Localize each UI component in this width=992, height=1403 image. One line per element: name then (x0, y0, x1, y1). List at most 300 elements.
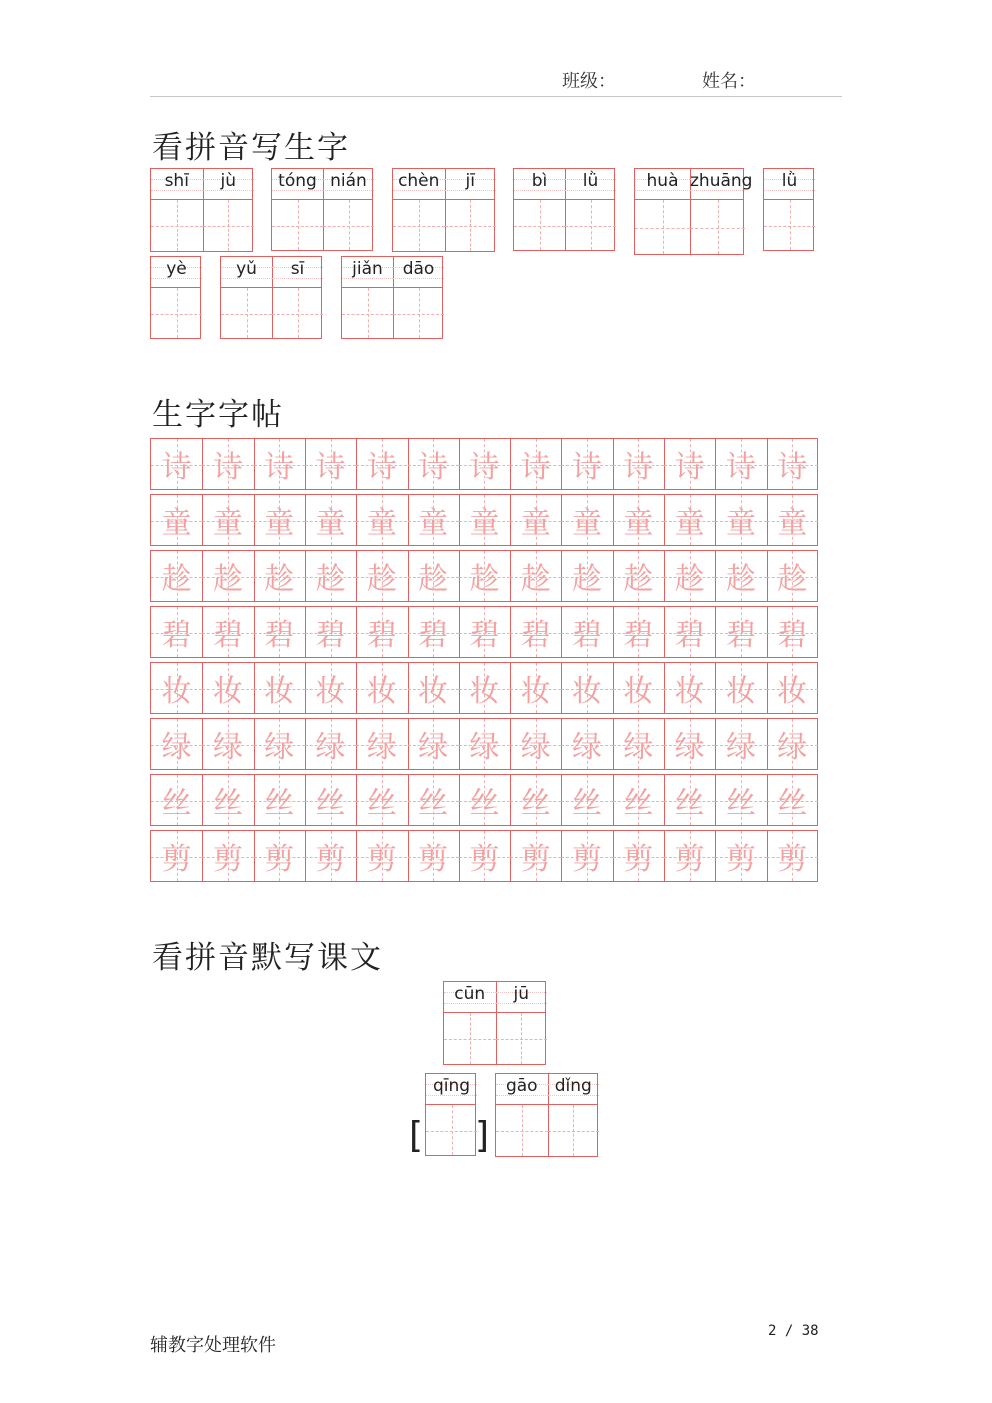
dictation-bracket-word-char-row[interactable] (425, 1104, 476, 1156)
copybook-cell[interactable] (767, 663, 818, 713)
writing-cell[interactable] (764, 200, 815, 250)
copybook-cell[interactable] (459, 775, 510, 825)
word-2-char-row[interactable] (271, 199, 373, 251)
trace-character: 童 (418, 506, 449, 542)
copybook-cell[interactable] (715, 719, 766, 769)
trace-character: 妆 (674, 674, 705, 710)
writing-cell[interactable] (393, 288, 444, 338)
pinyin-cell (272, 257, 323, 287)
copybook-cell[interactable] (664, 439, 715, 489)
trace-character: 丝 (315, 786, 346, 822)
trace-character: 趁 (366, 562, 397, 598)
copybook-cell[interactable] (561, 775, 612, 825)
word-4-char-row[interactable] (513, 199, 615, 251)
trace-character: 诗 (777, 450, 808, 486)
copybook-cell[interactable] (408, 607, 459, 657)
trace-character: 趁 (623, 562, 654, 598)
copybook-cell[interactable] (510, 663, 561, 713)
copybook-cell[interactable] (254, 551, 305, 601)
word-5-pinyin-row (634, 168, 753, 199)
copybook-cell[interactable] (664, 663, 715, 713)
trace-character: 妆 (418, 674, 449, 710)
trace-character: 丝 (469, 786, 500, 822)
copybook-cell[interactable] (459, 495, 510, 545)
trace-character: 剪 (264, 842, 295, 878)
trace-character: 丝 (520, 786, 551, 822)
trace-character: 丝 (674, 786, 705, 822)
trace-character: 绿 (572, 730, 603, 766)
writing-cell[interactable] (221, 288, 272, 338)
copybook-cell[interactable] (715, 439, 766, 489)
word-3-pinyin-row (392, 168, 495, 199)
trace-character: 妆 (725, 674, 756, 710)
trace-character: 剪 (469, 842, 500, 878)
copybook-cell[interactable] (715, 831, 766, 881)
trace-character: 诗 (520, 450, 551, 486)
trace-character: 趁 (725, 562, 756, 598)
writing-cell[interactable] (151, 200, 203, 251)
trace-character: 诗 (674, 450, 705, 486)
trace-character: 童 (161, 506, 192, 542)
copybook-cell[interactable] (767, 551, 818, 601)
trace-character: 妆 (572, 674, 603, 710)
trace-character: 诗 (725, 450, 756, 486)
copybook-cell[interactable] (715, 607, 766, 657)
copybook-cell[interactable] (510, 551, 561, 601)
copybook-cell[interactable] (561, 719, 612, 769)
section-title-copybook: 生字字帖 (152, 397, 284, 433)
copybook-cell[interactable] (356, 495, 407, 545)
trace-character: 剪 (418, 842, 449, 878)
pinyin-text: huà (646, 171, 679, 191)
writing-cell[interactable] (514, 200, 565, 250)
copybook-cell[interactable] (305, 719, 356, 769)
writing-cell[interactable] (323, 200, 374, 250)
trace-character: 碧 (520, 618, 551, 654)
pinyin-cell (272, 169, 323, 199)
pinyin-cell (635, 169, 690, 199)
copybook-cell[interactable] (561, 831, 612, 881)
copybook-cell[interactable] (613, 663, 664, 713)
writing-cell[interactable] (342, 288, 393, 338)
copybook-cell[interactable] (202, 607, 253, 657)
copybook-cell[interactable] (715, 495, 766, 545)
pinyin-text: lǜ (582, 171, 599, 191)
word-6-pinyin-row (763, 168, 814, 199)
word-2-pinyin-row (271, 168, 373, 199)
pinyin-cell (221, 257, 272, 287)
copybook-cell[interactable] (305, 831, 356, 881)
trace-character: 绿 (315, 730, 346, 766)
trace-character: 绿 (366, 730, 397, 766)
trace-character: 趁 (315, 562, 346, 598)
pinyin-cell (203, 169, 255, 199)
copybook-cell[interactable] (408, 831, 459, 881)
writing-cell[interactable] (565, 200, 616, 250)
copybook-cell[interactable] (613, 719, 664, 769)
copybook-cell[interactable] (664, 831, 715, 881)
trace-character: 碧 (623, 618, 654, 654)
trace-character: 丝 (366, 786, 397, 822)
trace-character: 诗 (418, 450, 449, 486)
writing-cell[interactable] (548, 1105, 600, 1156)
writing-cell[interactable] (444, 1013, 496, 1064)
trace-character: 诗 (572, 450, 603, 486)
trace-character: 碧 (366, 618, 397, 654)
writing-cell[interactable] (445, 200, 497, 251)
copybook-cell[interactable] (356, 439, 407, 489)
copybook-cell[interactable] (151, 495, 202, 545)
writing-cell[interactable] (690, 200, 745, 254)
copybook-cell[interactable] (561, 551, 612, 601)
trace-character: 剪 (623, 842, 654, 878)
copybook-cell[interactable] (202, 663, 253, 713)
trace-character: 诗 (366, 450, 397, 486)
copybook-cell[interactable] (561, 607, 612, 657)
trace-character: 妆 (212, 674, 243, 710)
copybook-cell[interactable] (613, 775, 664, 825)
trace-character: 绿 (418, 730, 449, 766)
trace-character: 趁 (777, 562, 808, 598)
trace-character: 绿 (161, 730, 192, 766)
copybook-row (150, 550, 818, 602)
copybook-cell[interactable] (510, 607, 561, 657)
trace-character: 童 (212, 506, 243, 542)
pinyin-text: jù (220, 171, 236, 191)
trace-character: 童 (264, 506, 295, 542)
copybook-cell[interactable] (202, 551, 253, 601)
pinyin-cell (514, 169, 565, 199)
trace-character: 诗 (469, 450, 500, 486)
copybook-cell[interactable] (408, 439, 459, 489)
pinyin-cell (323, 169, 374, 199)
dictation-line1-pinyin-row (443, 981, 546, 1012)
dictation-line2-char-row[interactable] (495, 1104, 598, 1157)
trace-character: 趁 (212, 562, 243, 598)
trace-character: 童 (572, 506, 603, 542)
pinyin-cell (548, 1074, 600, 1104)
dictation-line1-char-row[interactable] (443, 1012, 546, 1065)
copybook-cell[interactable] (459, 719, 510, 769)
trace-character: 丝 (161, 786, 192, 822)
writing-cell[interactable] (426, 1105, 477, 1155)
trace-character: 童 (777, 506, 808, 542)
copybook-cell[interactable] (254, 663, 305, 713)
pinyin-text: sī (290, 259, 305, 279)
copybook-cell[interactable] (305, 495, 356, 545)
copybook-row (150, 494, 818, 546)
trace-character: 剪 (674, 842, 705, 878)
pinyin-text: jū (513, 984, 529, 1004)
trace-character: 碧 (777, 618, 808, 654)
copybook-cell[interactable] (151, 663, 202, 713)
trace-character: 趁 (161, 562, 192, 598)
copybook-cell[interactable] (202, 775, 253, 825)
name-label: 姓名： (702, 71, 756, 92)
trace-character: 碧 (674, 618, 705, 654)
trace-character: 趁 (264, 562, 295, 598)
trace-character: 妆 (161, 674, 192, 710)
copybook-cell[interactable] (254, 831, 305, 881)
copybook-cell[interactable] (510, 495, 561, 545)
pinyin-cell (342, 257, 393, 287)
copybook-cell[interactable] (767, 607, 818, 657)
trace-character: 童 (520, 506, 551, 542)
pinyin-cell (565, 169, 616, 199)
copybook-cell[interactable] (613, 831, 664, 881)
copybook-cell[interactable] (561, 663, 612, 713)
copybook-cell[interactable] (305, 607, 356, 657)
trace-character: 趁 (469, 562, 500, 598)
trace-character: 剪 (161, 842, 192, 878)
trace-character: 童 (725, 506, 756, 542)
trace-character: 诗 (315, 450, 346, 486)
pinyin-text: nián (330, 171, 367, 191)
pinyin-text: chèn (398, 171, 440, 191)
copybook-cell[interactable] (151, 607, 202, 657)
trace-character: 剪 (520, 842, 551, 878)
trace-character: 剪 (572, 842, 603, 878)
copybook-cell[interactable] (151, 719, 202, 769)
pinyin-text: tóng (278, 171, 317, 191)
pinyin-text: gāo (505, 1076, 538, 1096)
close-bracket: ] (475, 1115, 490, 1156)
section-title-pinyin-write: 看拼音写生字 (152, 130, 350, 166)
copybook-cell[interactable] (408, 551, 459, 601)
pinyin-text: jiǎn (352, 259, 383, 279)
trace-character: 剪 (777, 842, 808, 878)
trace-character: 绿 (469, 730, 500, 766)
copybook-cell[interactable] (613, 607, 664, 657)
trace-character: 诗 (212, 450, 243, 486)
copybook-cell[interactable] (767, 439, 818, 489)
copybook-cell[interactable] (459, 439, 510, 489)
word-1-pinyin-row (150, 168, 253, 199)
copybook-cell[interactable] (510, 719, 561, 769)
copybook-cell[interactable] (202, 719, 253, 769)
copybook-cell[interactable] (254, 495, 305, 545)
pinyin-cell (151, 169, 203, 199)
pinyin-cell (444, 982, 496, 1012)
trace-character: 碧 (212, 618, 243, 654)
copybook-cell[interactable] (459, 663, 510, 713)
copybook-cell[interactable] (254, 439, 305, 489)
header-rule (150, 96, 842, 97)
pinyin-text: dǐng (554, 1076, 592, 1096)
pinyin-text: cūn (454, 984, 486, 1004)
copybook-cell[interactable] (715, 775, 766, 825)
copybook-cell[interactable] (613, 439, 664, 489)
trace-character: 童 (315, 506, 346, 542)
writing-cell[interactable] (635, 200, 690, 254)
copybook-cell[interactable] (664, 607, 715, 657)
copybook-cell[interactable] (254, 719, 305, 769)
copybook-cell[interactable] (408, 719, 459, 769)
trace-character: 丝 (264, 786, 295, 822)
writing-cell[interactable] (272, 200, 323, 250)
trace-character: 童 (366, 506, 397, 542)
trace-character: 绿 (212, 730, 243, 766)
copybook-cell[interactable] (151, 551, 202, 601)
pinyin-cell (426, 1074, 477, 1104)
copybook-cell[interactable] (356, 775, 407, 825)
copybook-row (150, 438, 818, 490)
pinyin-cell (151, 257, 202, 287)
copybook-cell[interactable] (767, 775, 818, 825)
word-4-pinyin-row (513, 168, 615, 199)
copybook-row (150, 718, 818, 770)
copybook-cell[interactable] (664, 775, 715, 825)
copybook-row (150, 774, 818, 826)
copybook-cell[interactable] (202, 495, 253, 545)
pinyin-cell (496, 1074, 548, 1104)
copybook-cell[interactable] (356, 831, 407, 881)
pinyin-text: qīng (432, 1076, 471, 1096)
word-9-char-row[interactable] (341, 287, 443, 339)
trace-character: 丝 (777, 786, 808, 822)
trace-character: 诗 (161, 450, 192, 486)
pinyin-text: jī (465, 171, 475, 191)
copybook-row (150, 830, 818, 882)
copybook-cell[interactable] (561, 495, 612, 545)
copybook-cell[interactable] (510, 439, 561, 489)
pinyin-text: yè (166, 259, 187, 279)
trace-character: 绿 (777, 730, 808, 766)
copybook-cell[interactable] (202, 831, 253, 881)
pinyin-text: zhuāng (690, 171, 753, 191)
copybook-row (150, 662, 818, 714)
copybook-cell[interactable] (408, 663, 459, 713)
trace-character: 趁 (418, 562, 449, 598)
copybook-cell[interactable] (767, 831, 818, 881)
trace-character: 丝 (623, 786, 654, 822)
word-8-char-row[interactable] (220, 287, 322, 339)
trace-character: 丝 (212, 786, 243, 822)
trace-character: 趁 (520, 562, 551, 598)
trace-character: 碧 (725, 618, 756, 654)
copybook-cell[interactable] (305, 775, 356, 825)
word-9-pinyin-row (341, 256, 443, 287)
copybook-cell[interactable] (510, 775, 561, 825)
trace-character: 趁 (572, 562, 603, 598)
copybook-row (150, 606, 818, 658)
copybook-cell[interactable] (254, 775, 305, 825)
trace-character: 丝 (418, 786, 449, 822)
word-6-char-row[interactable] (763, 199, 814, 251)
writing-cell[interactable] (151, 288, 202, 338)
trace-character: 绿 (623, 730, 654, 766)
copybook-cell[interactable] (459, 551, 510, 601)
trace-character: 童 (469, 506, 500, 542)
copybook-cell[interactable] (613, 551, 664, 601)
copybook-cell[interactable] (356, 551, 407, 601)
trace-character: 诗 (623, 450, 654, 486)
footer-software-name: 辅教字处理软件 (150, 1335, 276, 1356)
copybook-cell[interactable] (664, 719, 715, 769)
pinyin-cell (445, 169, 497, 199)
pinyin-cell (393, 257, 444, 287)
copybook-cell[interactable] (715, 551, 766, 601)
trace-character: 童 (674, 506, 705, 542)
pinyin-text: shī (164, 171, 189, 191)
copybook-cell[interactable] (664, 495, 715, 545)
trace-character: 碧 (418, 618, 449, 654)
trace-character: 剪 (212, 842, 243, 878)
word-7-pinyin-row (150, 256, 201, 287)
word-1-char-row[interactable] (150, 199, 253, 252)
pinyin-cell (393, 169, 445, 199)
trace-character: 妆 (623, 674, 654, 710)
trace-character: 妆 (777, 674, 808, 710)
copybook-cell[interactable] (356, 663, 407, 713)
copybook-cell[interactable] (613, 495, 664, 545)
trace-character: 碧 (264, 618, 295, 654)
copybook-cell[interactable] (305, 439, 356, 489)
copybook-cell[interactable] (356, 607, 407, 657)
copybook-cell[interactable] (664, 551, 715, 601)
trace-character: 碧 (315, 618, 346, 654)
copybook-cell[interactable] (408, 775, 459, 825)
copybook-cell[interactable] (767, 495, 818, 545)
trace-character: 丝 (725, 786, 756, 822)
pinyin-text: lǜ (781, 171, 798, 191)
trace-character: 妆 (520, 674, 551, 710)
trace-character: 碧 (469, 618, 500, 654)
writing-cell[interactable] (496, 1013, 548, 1064)
word-3-char-row[interactable] (392, 199, 495, 252)
writing-cell[interactable] (203, 200, 255, 251)
word-5-char-row[interactable] (634, 199, 744, 255)
word-7-char-row[interactable] (150, 287, 201, 339)
writing-cell[interactable] (272, 288, 323, 338)
copybook-cell[interactable] (510, 831, 561, 881)
copybook-cell[interactable] (459, 607, 510, 657)
pinyin-cell (496, 982, 548, 1012)
copybook-cell[interactable] (151, 831, 202, 881)
trace-character: 妆 (264, 674, 295, 710)
copybook-cell[interactable] (715, 663, 766, 713)
copybook-cell[interactable] (305, 663, 356, 713)
open-bracket: [ (409, 1115, 424, 1156)
writing-cell[interactable] (496, 1105, 548, 1156)
trace-character: 绿 (725, 730, 756, 766)
copybook-cell[interactable] (305, 551, 356, 601)
copybook-cell[interactable] (202, 439, 253, 489)
trace-character: 诗 (264, 450, 295, 486)
copybook-cell[interactable] (356, 719, 407, 769)
class-label: 班级： (562, 71, 616, 92)
pinyin-cell (764, 169, 815, 199)
section-title-dictation: 看拼音默写课文 (152, 940, 383, 976)
trace-character: 妆 (315, 674, 346, 710)
copybook-cell[interactable] (459, 831, 510, 881)
trace-character: 碧 (161, 618, 192, 654)
pinyin-text: dāo (402, 259, 435, 279)
copybook-cell[interactable] (151, 775, 202, 825)
writing-cell[interactable] (393, 200, 445, 251)
trace-character: 妆 (366, 674, 397, 710)
copybook-cell[interactable] (767, 719, 818, 769)
copybook-cell[interactable] (254, 607, 305, 657)
pinyin-cell (690, 169, 753, 199)
trace-character: 趁 (674, 562, 705, 598)
dictation-line2-pinyin-row (495, 1073, 598, 1104)
copybook-cell[interactable] (408, 495, 459, 545)
trace-character: 绿 (264, 730, 295, 766)
page-number: 2 / 38 (768, 1323, 819, 1339)
copybook-cell[interactable] (151, 439, 202, 489)
copybook-cell[interactable] (561, 439, 612, 489)
